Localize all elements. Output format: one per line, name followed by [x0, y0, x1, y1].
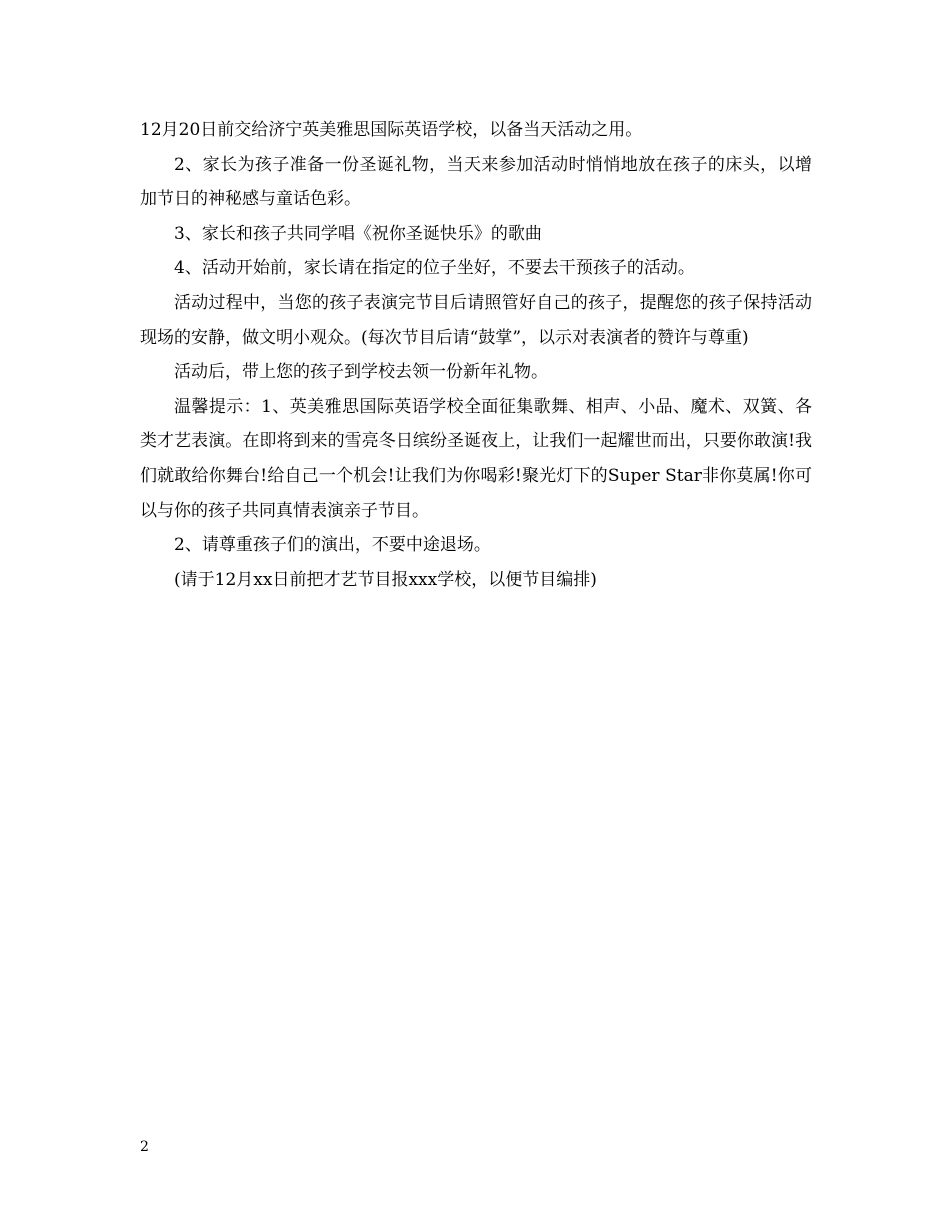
paragraph-5: 活动过程中，当您的孩子表演完节目后请照管好自己的孩子，提醒您的孩子保持活动现场的安静，做文明小观众。(每次节目后请“鼓掌”，以示对表演者的赞许与尊重) — [140, 292, 812, 348]
document-body — [140, 113, 812, 597]
paragraph-6: 活动后，带上您的孩子到学校去领一份新年礼物。 — [174, 362, 548, 383]
paragraph-3: 3、家长和孩子共同学唱《祝你圣诞快乐》的歌曲 — [174, 223, 542, 244]
paragraph-4: 4、活动开始前，家长请在指定的位子坐好，不要去干预孩子的活动。 — [174, 258, 695, 279]
paragraph-8: 2、请尊重孩子们的演出，不要中途退场。 — [174, 535, 491, 556]
paragraph-7: 温馨提示：1、英美雅思国际英语学校全面征集歌舞、相声、小品、魔术、双簧、各类才艺表演。在即将到来的雪亮冬日缤纷圣诞夜上，让我们一起耀世而出，只要你敢演!我们就敢给你舞台!给自己一个机会!让我们为你喝彩!聚光灯下的Super Star非你莫属!你可以与你的孩子共同真情表演亲子节目。 — [140, 396, 812, 521]
paragraph-2: 2、家长为孩子准备一份圣诞礼物，当天来参加活动时悄悄地放在孩子的床头，以增加节日的神秘感与童话色彩。 — [140, 154, 812, 210]
page-number: 2 — [140, 1139, 149, 1155]
paragraph-1: 12月20日前交给济宁英美雅思国际英语学校，以备当天活动之用。 — [140, 120, 643, 140]
paragraph-9: (请于12月xx日前把才艺节目报xxx学校，以便节目编排) — [174, 569, 597, 590]
